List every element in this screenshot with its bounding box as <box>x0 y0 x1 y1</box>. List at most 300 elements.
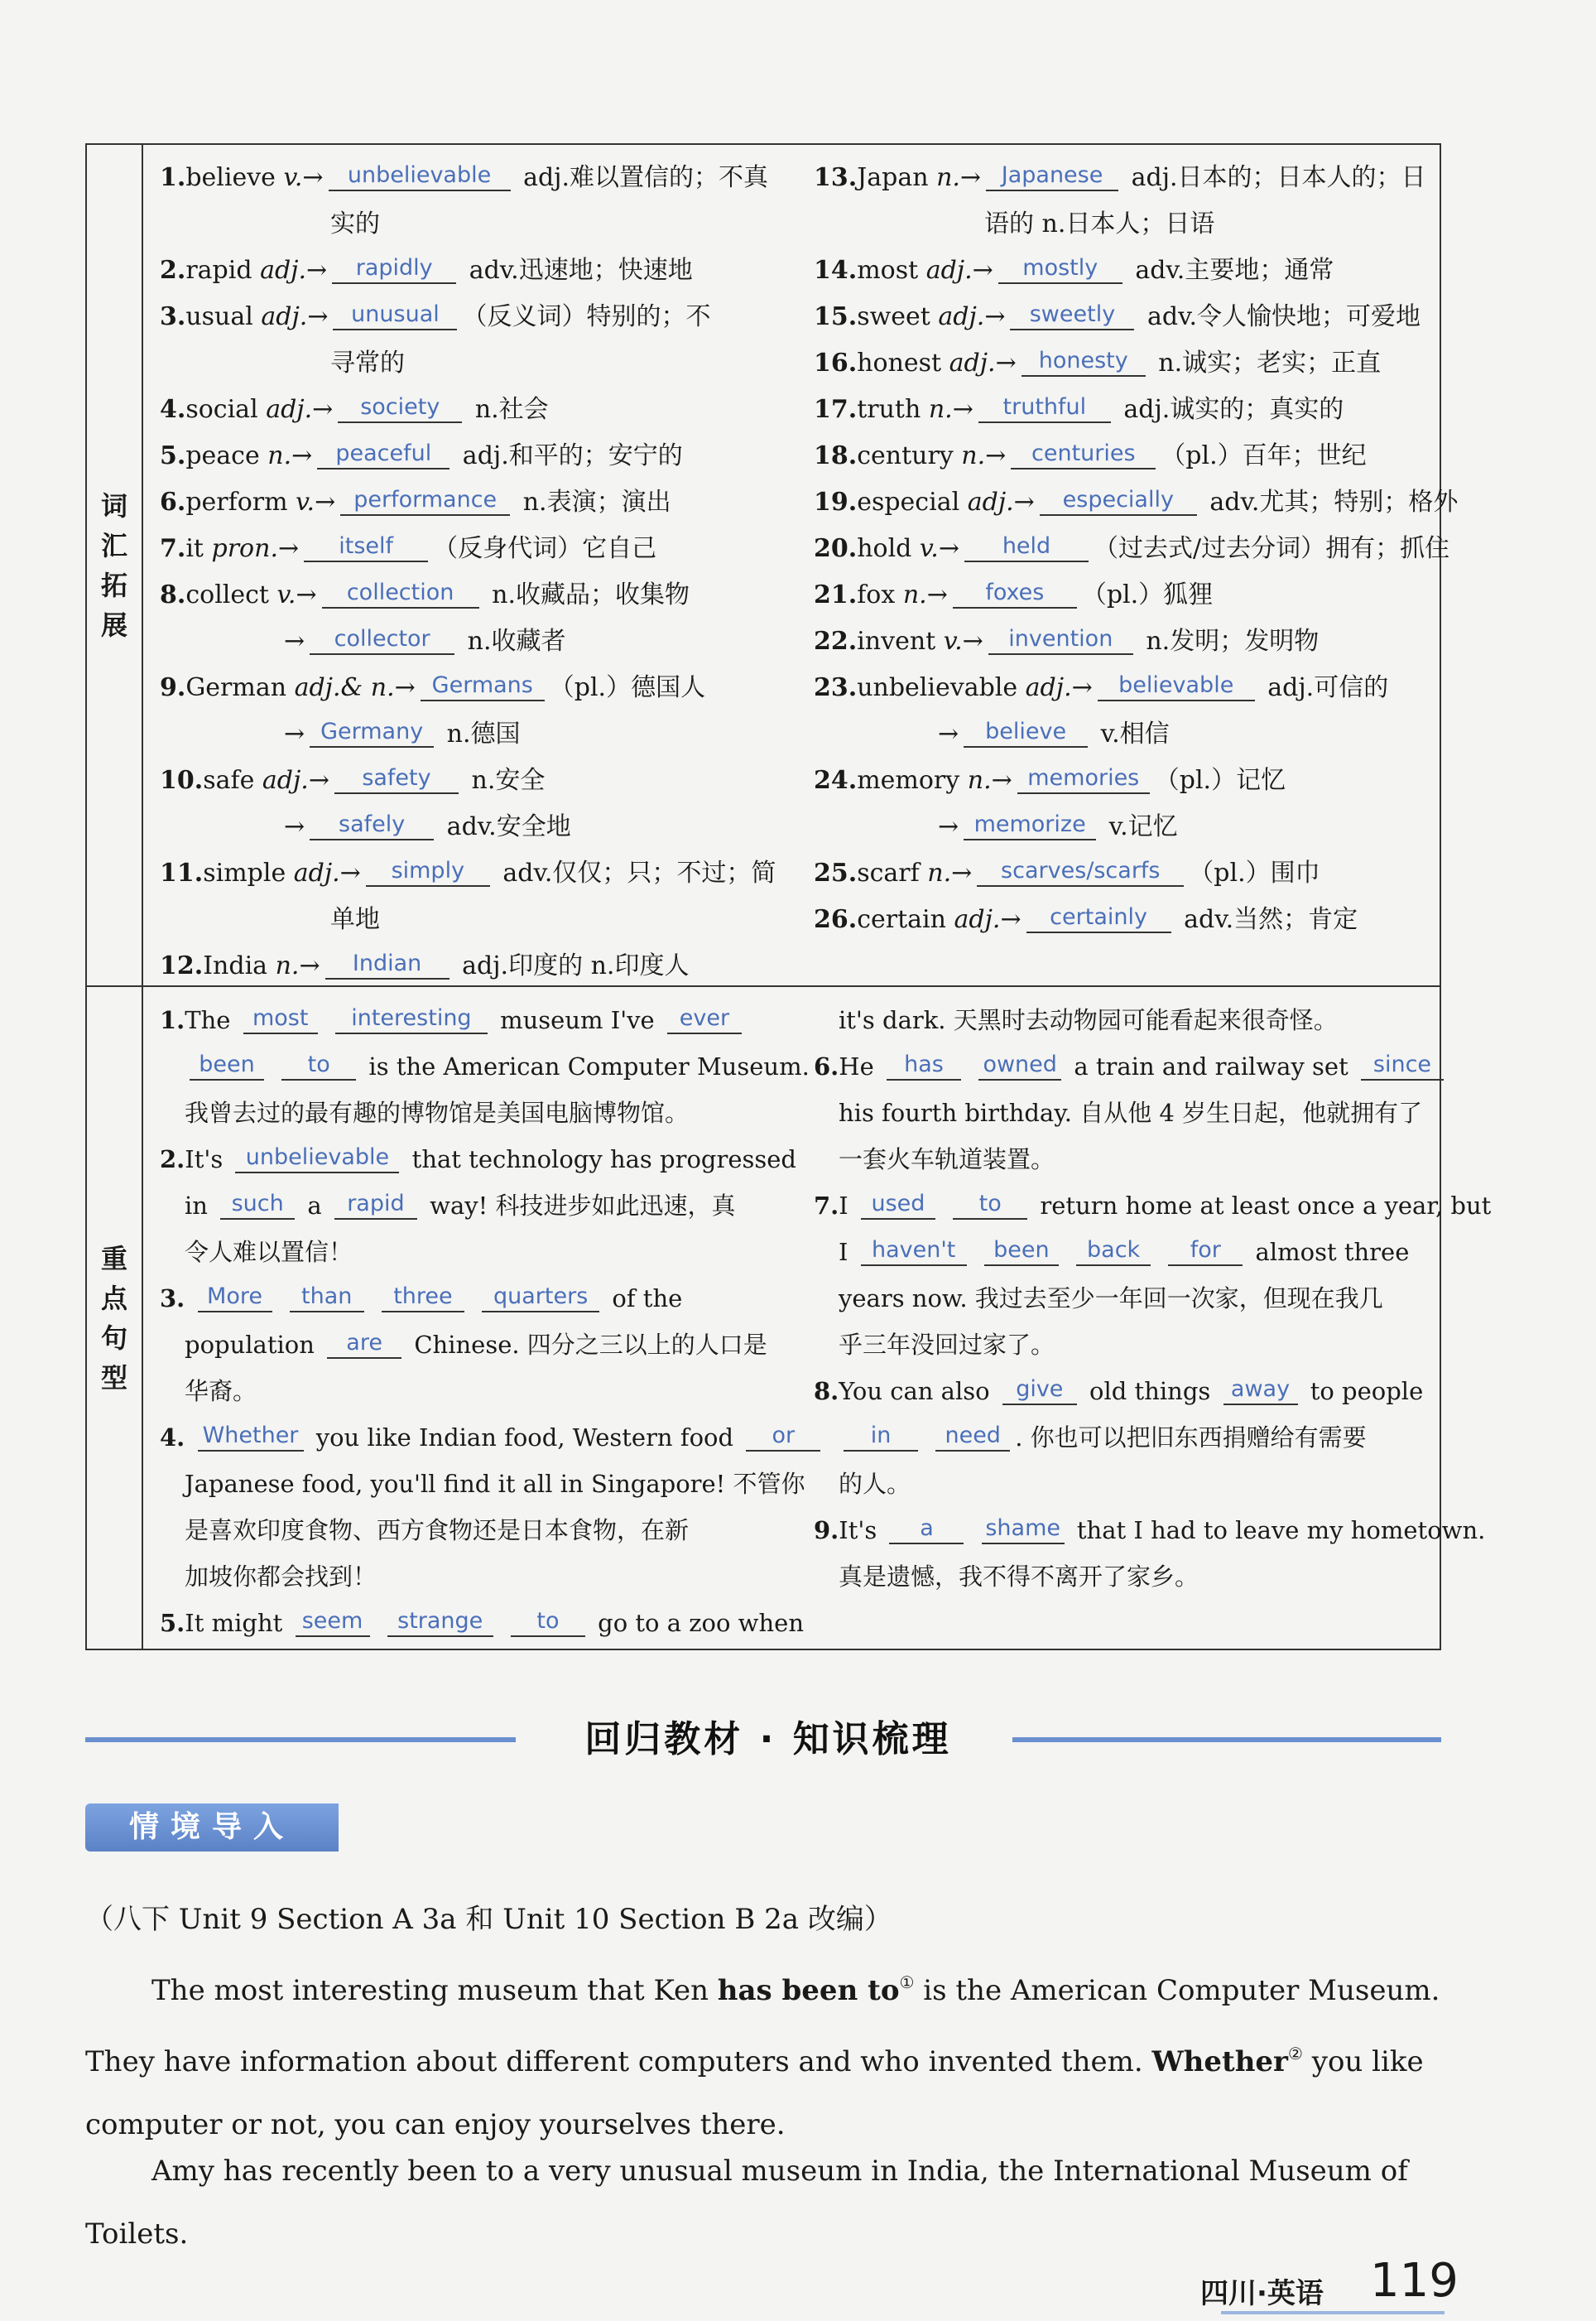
item-number: 6. <box>160 488 186 517</box>
sentence-line <box>160 1461 805 1507</box>
vocab-item <box>160 758 789 804</box>
vocab-item-continuation <box>160 340 789 387</box>
answer-blank: shame <box>982 1514 1065 1544</box>
answer-blank: collection <box>322 579 479 609</box>
answer-blank: most <box>243 1004 318 1034</box>
base-word: memory <box>857 766 968 795</box>
sentence-text: to people <box>1302 1377 1424 1405</box>
base-word: invent <box>857 627 944 656</box>
sentence-line <box>160 1229 789 1275</box>
item-number: 1. <box>160 1006 185 1034</box>
arrow-icon: → <box>959 163 982 192</box>
arrow-icon: → <box>277 534 300 563</box>
arrow-icon: → <box>995 349 1017 378</box>
part-of-speech: n. <box>927 859 952 888</box>
base-word: social <box>185 395 267 424</box>
base-word: rapid <box>185 256 261 285</box>
answer-blank: quarters <box>482 1283 599 1312</box>
part-of-speech: v. <box>296 488 315 517</box>
sentence-text: go to a zoo when <box>589 1609 804 1637</box>
passage-text: The most interesting museum that Ken <box>151 1974 718 2007</box>
arrow-icon: → <box>938 812 959 841</box>
arrow-icon: → <box>984 302 1006 331</box>
part-of-speech: pron. <box>211 534 278 563</box>
sentence-text <box>1156 1238 1163 1266</box>
item-number: 3. <box>160 302 186 331</box>
sentence-text: I <box>839 1238 856 1266</box>
definition: adj.诚实的；真实的 <box>1115 395 1344 424</box>
page-number: 119 <box>1370 2254 1459 2308</box>
definition: adv.主要地；通常 <box>1127 256 1334 285</box>
answer-blank: collector <box>310 625 454 655</box>
item-number: 13. <box>814 163 858 192</box>
answer-blank: believable <box>1098 672 1255 701</box>
sentence-item <box>814 1043 1430 1090</box>
footer-underline <box>1221 2311 1445 2314</box>
answer-blank: seem <box>296 1607 370 1637</box>
sentence-line <box>814 1136 1430 1182</box>
sentence-text: It might <box>185 1609 291 1637</box>
sentence-line <box>814 1553 1430 1600</box>
answer-blank: or <box>746 1422 820 1452</box>
answer-blank: unbelievable <box>235 1144 399 1173</box>
vocab-item <box>160 433 789 479</box>
definition: （反义词）特别的；不 <box>462 302 711 331</box>
sentence-text <box>966 1052 973 1081</box>
base-word: German <box>185 673 295 702</box>
vocab-label: 词汇拓展 <box>100 489 127 641</box>
answer-blank: haven't <box>861 1236 967 1266</box>
vocab-item <box>160 665 789 711</box>
definition: （反身代词）它自己 <box>433 534 657 563</box>
passage-paragraph-2: Amy has recently been to a very unusual museum in India, the International Museum of Toilets. <box>85 2155 1408 2251</box>
banner-line-left <box>85 1737 516 1742</box>
definition: adv.迅速地；快速地 <box>461 256 693 285</box>
definition: n.德国 <box>439 720 521 749</box>
part-of-speech: adj.& n. <box>294 673 395 702</box>
definition: adv.尤其；特别；格外 <box>1201 488 1459 517</box>
definition: adv.仅仅；只；不过；简 <box>494 859 776 888</box>
part-of-speech: adj. <box>967 488 1014 517</box>
sentence-item <box>160 997 789 1043</box>
vocab-item <box>814 572 1430 619</box>
vocab-item <box>814 526 1450 572</box>
arrow-icon: → <box>315 488 336 517</box>
banner-line-right <box>1012 1737 1441 1742</box>
item-number: 2. <box>160 1145 185 1173</box>
vocab-item-continuation <box>814 711 1430 758</box>
sentence-item <box>814 1507 1486 1553</box>
sentence-text: his fourth birthday. 自从他 4 岁生日起，他就拥有了 <box>839 1099 1423 1127</box>
item-number: 25. <box>814 859 858 888</box>
sentence-text: in <box>185 1192 216 1220</box>
item-number: 3. <box>160 1284 185 1312</box>
sentence-item <box>160 1414 796 1461</box>
base-word: unbelievable <box>857 673 1026 702</box>
base-word: truth <box>857 395 929 424</box>
vocab-item <box>160 294 789 340</box>
base-word: safe <box>203 766 262 795</box>
item-number: 15. <box>814 302 858 331</box>
vocab-text: 语的 n.日本人；日语 <box>984 209 1215 238</box>
vocab-item <box>814 387 1430 433</box>
sentence-line <box>814 1275 1430 1322</box>
item-number: 16. <box>814 349 858 378</box>
answer-blank: memorize <box>964 811 1096 840</box>
answer-blank: rapid <box>334 1190 417 1220</box>
vocab-item <box>160 572 789 619</box>
answer-blank: mostly <box>998 254 1122 284</box>
vocab-label-cell <box>87 145 143 985</box>
vocab-item-continuation <box>160 201 789 248</box>
sentence-line <box>814 997 1430 1043</box>
vocab-right-column <box>814 155 1459 943</box>
vocab-text: 寻常的 <box>330 349 405 378</box>
vocab-item <box>160 248 789 294</box>
sentence-line <box>160 1182 789 1229</box>
base-word: especial <box>857 488 968 517</box>
item-number: 5. <box>160 1609 185 1637</box>
base-word: simple <box>203 859 294 888</box>
banner-title <box>536 1712 1000 1767</box>
sentence-line <box>160 1043 810 1090</box>
banner-title-left: 回归教材 <box>584 1718 744 1760</box>
item-number: 12. <box>160 951 204 980</box>
vocab-item-continuation <box>160 804 789 850</box>
sentence-line <box>160 1090 789 1136</box>
answer-blank: Whether <box>198 1422 304 1452</box>
answer-blank: to <box>511 1607 585 1637</box>
sentence-text <box>923 1423 930 1452</box>
sentence-text: old things <box>1081 1377 1219 1405</box>
definition: adj.难以置信的；不真 <box>515 163 769 192</box>
vocab-item <box>814 433 1430 479</box>
answer-blank: Indian <box>325 950 449 980</box>
part-of-speech: v. <box>919 534 939 563</box>
answer-blank: truthful <box>978 393 1111 423</box>
sentence-text: 华裔。 <box>185 1377 257 1405</box>
sentence-text: museum I've <box>492 1006 662 1034</box>
base-word: fox <box>857 580 903 609</box>
arrow-icon: → <box>299 951 320 980</box>
definition: n.收藏者 <box>459 627 566 656</box>
answer-blank: safety <box>334 764 459 794</box>
definition: adv.安全地 <box>439 812 571 841</box>
sentence-item <box>160 1136 796 1182</box>
arrow-icon: → <box>952 395 973 424</box>
definition: adv.当然；肯定 <box>1175 905 1358 934</box>
passage-text: is the American Computer Museum. They have information about different computers and who invented them. <box>85 1974 1440 2078</box>
base-word: it <box>185 534 212 563</box>
definition: （pl.）围巾 <box>1189 859 1320 888</box>
sentence-text: it's dark. 天黑时去动物园可能看起来很奇怪。 <box>839 1006 1338 1034</box>
arrow-icon: → <box>307 302 329 331</box>
sentence-text: 我曾去过的最有趣的博物馆是美国电脑博物馆。 <box>185 1099 690 1127</box>
answer-blank: strange <box>387 1607 493 1637</box>
part-of-speech: adj. <box>260 256 307 285</box>
vocab-item <box>814 850 1430 897</box>
sentence-text <box>1064 1238 1071 1266</box>
sentence-line <box>160 1553 789 1600</box>
sentence-line <box>160 1507 789 1553</box>
arrow-icon: → <box>284 812 305 841</box>
sentence-text: that technology has progressed <box>404 1145 796 1173</box>
part-of-speech: adj. <box>938 302 985 331</box>
definition: adj.印度的 n.印度人 <box>454 951 690 980</box>
answer-blank: has <box>887 1051 961 1081</box>
base-word: certain <box>857 905 954 934</box>
sentence-text <box>269 1052 276 1081</box>
sentence-text: 加坡你都会找到！ <box>185 1563 377 1591</box>
sentence-text: of the <box>604 1284 683 1312</box>
vocab-item <box>814 665 1430 711</box>
sentence-text <box>972 1238 979 1266</box>
item-number: 8. <box>160 580 186 609</box>
vocab-left-column <box>160 155 789 990</box>
item-number: 7. <box>814 1192 839 1220</box>
answer-blank: give <box>1002 1375 1077 1405</box>
base-word: India <box>203 951 276 980</box>
answer-blank: society <box>338 393 462 423</box>
item-number: 24. <box>814 766 858 795</box>
answer-blank: Germany <box>310 718 434 748</box>
answer-blank: scarves/scarfs <box>977 857 1184 887</box>
footer-region: 四川·英语 <box>1200 2277 1324 2310</box>
answer-blank: back <box>1076 1236 1151 1266</box>
part-of-speech: n. <box>267 441 292 470</box>
definition: adj.和平的；安宁的 <box>454 441 683 470</box>
vocab-item <box>160 155 789 201</box>
sentence-text: is the American Computer Museum. <box>361 1052 810 1081</box>
sentence-text: years now. 我过去至少一年回一次家，但现在我几 <box>839 1284 1383 1312</box>
passage-paragraph-1 <box>85 1951 1443 2156</box>
sentence-text: It's <box>185 1145 231 1173</box>
arrow-icon: → <box>308 766 329 795</box>
part-of-speech: adj. <box>1025 673 1072 702</box>
vocab-item-continuation <box>160 897 789 943</box>
vocab-item <box>814 248 1430 294</box>
part-of-speech: n. <box>275 951 300 980</box>
base-word: century <box>857 441 962 470</box>
answer-blank: in <box>844 1422 918 1452</box>
part-of-speech: n. <box>902 580 927 609</box>
part-of-speech: n. <box>967 766 992 795</box>
sentence-text: 真是遗憾，我不得不离开了家乡。 <box>839 1563 1199 1591</box>
item-number: 4. <box>160 395 186 424</box>
answer-blank: certainly <box>1026 903 1171 933</box>
sentence-item <box>160 1275 789 1322</box>
part-of-speech: adj. <box>954 905 1001 934</box>
sentence-item <box>160 1600 804 1646</box>
sentence-text <box>498 1609 506 1637</box>
answer-blank: unusual <box>333 301 457 330</box>
part-of-speech: adj. <box>261 302 308 331</box>
sentence-text <box>185 1284 192 1312</box>
sentence-item <box>814 1182 1492 1229</box>
vocab-item <box>160 479 789 526</box>
banner-title-dot: · <box>759 1718 777 1760</box>
sentence-text <box>185 1423 192 1452</box>
answer-blank: performance <box>340 486 510 516</box>
answer-blank: invention <box>988 625 1133 655</box>
sentence-text: . 你也可以把旧东西捐赠给有需要 <box>1015 1423 1367 1452</box>
answer-blank: More <box>198 1283 272 1312</box>
answer-blank: safely <box>310 811 434 840</box>
sentence-item <box>814 1368 1430 1414</box>
part-of-speech: n. <box>936 163 960 192</box>
vocab-item <box>160 943 789 990</box>
vocab-item <box>814 294 1430 340</box>
sentence-text: Japanese food, you'll find it all in Singapore! 不管你 <box>185 1470 805 1498</box>
sentence-text: 是喜欢印度食物、西方食物还是日本食物，在新 <box>185 1516 690 1544</box>
sentence-text <box>323 1006 330 1034</box>
arrow-icon: → <box>951 859 973 888</box>
part-of-speech: n. <box>928 395 953 424</box>
answer-blank: need <box>935 1422 1010 1452</box>
sentence-line <box>160 1322 789 1368</box>
sentence-label: 重点句型 <box>100 1242 127 1394</box>
sentence-text: a train and railway set <box>1066 1052 1356 1081</box>
answer-blank: peaceful <box>317 440 449 469</box>
answer-blank: such <box>220 1190 295 1220</box>
vocab-item <box>814 479 1459 526</box>
answer-blank: Germans <box>421 672 545 701</box>
answer-blank: foxes <box>953 579 1077 609</box>
answer-blank: especially <box>1040 486 1197 516</box>
base-word: peace <box>185 441 268 470</box>
part-of-speech: v. <box>943 627 963 656</box>
answer-blank: held <box>964 532 1089 562</box>
sentence-text <box>969 1516 976 1544</box>
definition: n.发明；发明物 <box>1137 627 1320 656</box>
part-of-speech: adj. <box>925 256 973 285</box>
answer-blank: three <box>382 1283 464 1312</box>
item-number: 4. <box>160 1423 185 1452</box>
sentence-text: 令人难以置信！ <box>185 1238 353 1266</box>
item-number: 2. <box>160 256 186 285</box>
answer-blank: been <box>984 1236 1059 1266</box>
definition: （过去式/过去分词）拥有；抓住 <box>1094 534 1450 563</box>
sentence-text <box>940 1192 948 1220</box>
item-number: 5. <box>160 441 186 470</box>
arrow-icon: → <box>1013 488 1035 517</box>
arrow-icon: → <box>306 256 328 285</box>
vocab-item <box>160 850 789 897</box>
item-number: 11. <box>160 859 204 888</box>
definition: （pl.）狐狸 <box>1081 580 1214 609</box>
part-of-speech: adj. <box>293 859 340 888</box>
answer-blank: Japanese <box>986 161 1118 191</box>
base-word: most <box>857 256 926 285</box>
part-of-speech: adj. <box>949 349 996 378</box>
key-phrase: has been to <box>717 1974 900 2007</box>
arrow-icon: → <box>1071 673 1093 702</box>
sentence-text: 乎三年没回过家了。 <box>839 1331 1055 1359</box>
answer-blank: itself <box>304 532 428 562</box>
key-phrase: Whether <box>1151 2045 1288 2078</box>
context-tag: 情境导入 <box>85 1803 339 1852</box>
base-word: hold <box>857 534 920 563</box>
item-number: 7. <box>160 534 186 563</box>
base-word: usual <box>185 302 262 331</box>
vocab-item <box>160 526 789 572</box>
answer-blank: owned <box>978 1051 1061 1081</box>
item-number: 9. <box>814 1516 839 1544</box>
definition: n.表演；演出 <box>515 488 671 517</box>
item-number: 10. <box>160 766 204 795</box>
item-number: 21. <box>814 580 858 609</box>
item-number: 6. <box>814 1052 839 1081</box>
arrow-icon: → <box>991 766 1012 795</box>
sentence-line <box>814 1414 1430 1461</box>
part-of-speech: n. <box>961 441 986 470</box>
answer-blank: honesty <box>1022 347 1146 377</box>
sentence-line <box>814 1229 1430 1275</box>
part-of-speech: v. <box>283 163 303 192</box>
answer-blank: since <box>1361 1051 1444 1081</box>
item-number: 26. <box>814 905 858 934</box>
footnote-marker: ① <box>899 1972 915 1992</box>
item-number: 9. <box>160 673 186 702</box>
vocab-item <box>814 758 1430 804</box>
sentence-text: 一套火车轨道装置。 <box>839 1145 1055 1173</box>
sentence-text: a <box>300 1192 329 1220</box>
sentence-line <box>160 1368 789 1414</box>
sentence-text <box>469 1284 477 1312</box>
arrow-icon: → <box>284 720 305 749</box>
sentence-text: that I had to leave my hometown. <box>1069 1516 1486 1544</box>
answer-blank: sweetly <box>1010 301 1134 330</box>
vocab-item-continuation <box>160 619 789 665</box>
arrow-icon: → <box>985 441 1007 470</box>
sentence-text: It's <box>839 1516 885 1544</box>
arrow-icon: → <box>284 627 305 656</box>
definition: adj.日本的；日本人的；日 <box>1123 163 1426 192</box>
item-number: 22. <box>814 627 858 656</box>
base-word: honest <box>857 349 949 378</box>
arrow-icon: → <box>339 859 361 888</box>
base-word: Japan <box>857 163 937 192</box>
arrow-icon: → <box>926 580 948 609</box>
arrow-icon: → <box>1000 905 1022 934</box>
arrow-icon: → <box>938 534 959 563</box>
sentence-text <box>369 1284 377 1312</box>
sentence-text: 的人。 <box>839 1470 911 1498</box>
item-number: 17. <box>814 395 858 424</box>
answer-blank: to <box>281 1051 356 1081</box>
definition: v.相信 <box>1093 720 1170 749</box>
arrow-icon: → <box>962 627 983 656</box>
answer-blank: believe <box>964 718 1088 748</box>
sentence-line <box>814 1090 1430 1136</box>
answer-blank: to <box>953 1190 1027 1220</box>
base-word: collect <box>185 580 277 609</box>
base-word: sweet <box>857 302 939 331</box>
arrow-icon: → <box>296 580 317 609</box>
vocab-item-continuation <box>814 804 1430 850</box>
answer-blank: been <box>190 1051 264 1081</box>
answer-blank: a <box>889 1514 964 1544</box>
part-of-speech: adj. <box>266 395 313 424</box>
answer-blank: for <box>1168 1236 1243 1266</box>
vocab-item <box>814 340 1430 387</box>
vocab-text: 单地 <box>330 905 380 934</box>
sentence-label-cell <box>87 987 143 1649</box>
sentence-text: almost three <box>1247 1238 1410 1266</box>
passage-text: you like computer or not, you can enjoy yourselves there. <box>85 2045 1424 2141</box>
section-banner <box>85 1712 1441 1767</box>
definition: n.安全 <box>463 766 546 795</box>
